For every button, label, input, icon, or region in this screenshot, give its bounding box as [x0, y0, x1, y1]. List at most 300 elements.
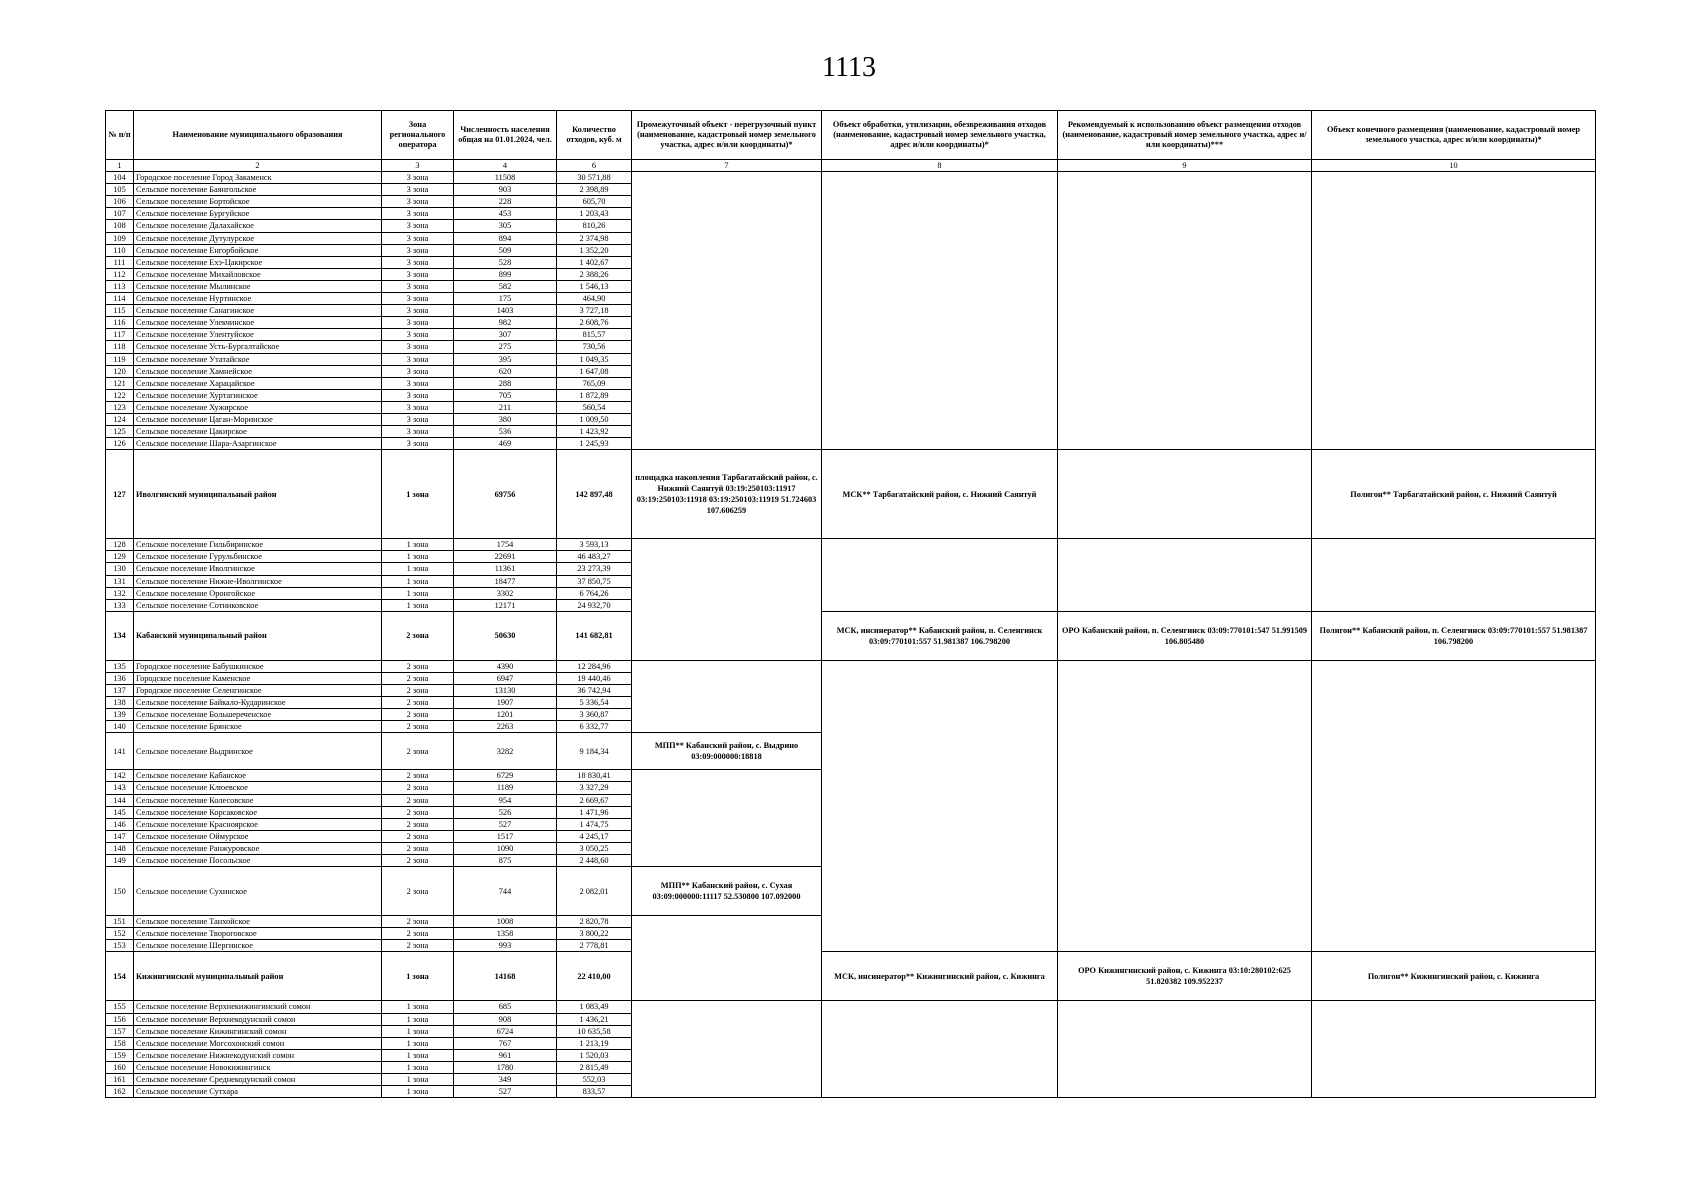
waste-volume-cell: 464,90 [557, 293, 632, 305]
waste-volume-cell: 9 184,34 [557, 733, 632, 770]
municipality-name: Сельское поселение Иволгинское [134, 563, 382, 575]
population-cell: 69756 [454, 450, 557, 539]
municipality-name: Городское поселение Каменское [134, 672, 382, 684]
municipality-name: Сельское поселение Верхнекодунский сомон [134, 1013, 382, 1025]
waste-volume-cell: 1 546,13 [557, 280, 632, 292]
waste-volume-cell: 552,03 [557, 1073, 632, 1085]
row-number: 131 [106, 575, 134, 587]
row-number: 117 [106, 329, 134, 341]
population-cell: 395 [454, 353, 557, 365]
municipality-name: Сельское поселение Ранжуровское [134, 842, 382, 854]
transfer-point-cell: МПП** Кабанский район, с. Выдрино 03:09:000000:18818 [632, 733, 822, 770]
population-cell: 903 [454, 184, 557, 196]
table-row [106, 172, 1596, 184]
recommended-cell: ОРО Кабанский район, п. Селенгинск 03:09:770101:547 51.991509 106.805480 [1058, 611, 1312, 660]
population-cell: 526 [454, 806, 557, 818]
header-processing: Объект обработки, утилизации, обезвреживания отходов (наименование, кадастровый номер земельного участка, адрес и/или координаты)* [822, 111, 1058, 160]
zone-cell: 1 зона [382, 599, 454, 611]
municipality-name: Сельское поселение Байкало-Кударинское [134, 697, 382, 709]
municipality-name: Сельское поселение Дутулурское [134, 232, 382, 244]
waste-volume-cell: 10 635,58 [557, 1025, 632, 1037]
zone-cell: 3 зона [382, 341, 454, 353]
municipality-name: Кабанский муниципальный район [134, 611, 382, 660]
zone-cell: 2 зона [382, 770, 454, 782]
zone-cell: 3 зона [382, 196, 454, 208]
table-row [106, 539, 1596, 551]
population-cell: 6729 [454, 770, 557, 782]
zone-cell: 1 зона [382, 450, 454, 539]
zone-cell: 1 зона [382, 1049, 454, 1061]
waste-volume-cell: 765,09 [557, 377, 632, 389]
waste-volume-cell: 2 388,26 [557, 268, 632, 280]
population-cell: 469 [454, 438, 557, 450]
population-cell: 509 [454, 244, 557, 256]
row-number: 142 [106, 770, 134, 782]
recommended-cell [1058, 1001, 1312, 1098]
population-cell: 1907 [454, 697, 557, 709]
population-cell: 536 [454, 426, 557, 438]
municipality-name: Сельское поселение Гильбиринское [134, 539, 382, 551]
municipality-name: Сельское поселение Хужирское [134, 401, 382, 413]
row-number: 134 [106, 611, 134, 660]
row-number: 152 [106, 928, 134, 940]
row-number: 156 [106, 1013, 134, 1025]
zone-cell: 2 зона [382, 830, 454, 842]
row-number: 110 [106, 244, 134, 256]
zone-cell: 2 зона [382, 733, 454, 770]
waste-volume-cell: 2 398,89 [557, 184, 632, 196]
municipality-name: Сельское поселение Оронгойское [134, 587, 382, 599]
row-number: 118 [106, 341, 134, 353]
header-waste-volume: Количество отходов, куб. м [557, 111, 632, 160]
processing-cell [822, 172, 1058, 450]
column-number: 8 [822, 160, 1058, 172]
population-cell: 705 [454, 389, 557, 401]
population-cell: 2263 [454, 721, 557, 733]
row-number: 105 [106, 184, 134, 196]
row-number: 121 [106, 377, 134, 389]
table-header-row [106, 111, 1596, 160]
municipality-name: Сельское поселение Большереченское [134, 709, 382, 721]
zone-cell: 3 зона [382, 256, 454, 268]
zone-cell: 3 зона [382, 329, 454, 341]
municipality-name: Сельское поселение Нижнекодунский сомон [134, 1049, 382, 1061]
municipality-name: Сельское поселение Нуртинское [134, 293, 382, 305]
zone-cell: 3 зона [382, 413, 454, 425]
zone-cell: 1 зона [382, 952, 454, 1001]
row-number: 109 [106, 232, 134, 244]
waste-volume-cell: 22 410,00 [557, 952, 632, 1001]
waste-volume-cell: 1 436,21 [557, 1013, 632, 1025]
zone-cell: 2 зона [382, 818, 454, 830]
column-number: 2 [134, 160, 382, 172]
zone-cell: 1 зона [382, 1086, 454, 1098]
population-cell: 527 [454, 818, 557, 830]
processing-cell: МСК** Тарбагатайский район, с. Нижний Саянтуй [822, 450, 1058, 539]
column-numbers-row [106, 160, 1596, 172]
population-cell: 1517 [454, 830, 557, 842]
population-cell: 349 [454, 1073, 557, 1085]
municipality-name: Сельское поселение Верхнекижингинский сомон [134, 1001, 382, 1013]
population-cell: 6947 [454, 672, 557, 684]
row-number: 108 [106, 220, 134, 232]
zone-cell: 2 зона [382, 685, 454, 697]
waste-volume-cell: 560,54 [557, 401, 632, 413]
waste-volume-cell: 1 872,89 [557, 389, 632, 401]
recommended-cell [1058, 539, 1312, 612]
table-row [106, 660, 1596, 672]
row-number: 106 [106, 196, 134, 208]
waste-volume-cell: 2 820,78 [557, 916, 632, 928]
row-number: 159 [106, 1049, 134, 1061]
row-number: 127 [106, 450, 134, 539]
recommended-cell: ОРО Кижингинский район, с. Кижинга 03:10:280102:625 51.820382 109.952237 [1058, 952, 1312, 1001]
population-cell: 4390 [454, 660, 557, 672]
population-cell: 899 [454, 268, 557, 280]
municipality-name: Сельское поселение Могсохонский сомон [134, 1037, 382, 1049]
waste-volume-cell: 3 327,29 [557, 782, 632, 794]
waste-volume-cell: 2 815,49 [557, 1061, 632, 1073]
zone-cell: 3 зона [382, 438, 454, 450]
waste-volume-cell: 36 742,94 [557, 685, 632, 697]
population-cell: 307 [454, 329, 557, 341]
waste-facilities-table [105, 110, 1596, 1098]
population-cell: 961 [454, 1049, 557, 1061]
transfer-point-cell [632, 172, 822, 450]
row-number: 135 [106, 660, 134, 672]
recommended-cell [1058, 450, 1312, 539]
row-number: 154 [106, 952, 134, 1001]
zone-cell: 3 зона [382, 244, 454, 256]
waste-volume-cell: 37 850,75 [557, 575, 632, 587]
table-row [106, 952, 1596, 1001]
zone-cell: 3 зона [382, 401, 454, 413]
waste-volume-cell: 23 273,39 [557, 563, 632, 575]
waste-volume-cell: 1 423,92 [557, 426, 632, 438]
row-number: 128 [106, 539, 134, 551]
zone-cell: 1 зона [382, 563, 454, 575]
zone-cell: 1 зона [382, 1073, 454, 1085]
final-disposal-cell [1312, 539, 1596, 612]
final-disposal-cell [1312, 660, 1596, 952]
row-number: 153 [106, 940, 134, 952]
waste-volume-cell: 1 352,20 [557, 244, 632, 256]
waste-volume-cell: 142 897,48 [557, 450, 632, 539]
header-final-disposal: Объект конечного размещения (наименование, кадастровый номер земельного участка, адрес и/или координаты)* [1312, 111, 1596, 160]
municipality-name: Сельское поселение Кабанское [134, 770, 382, 782]
population-cell: 22691 [454, 551, 557, 563]
population-cell: 14168 [454, 952, 557, 1001]
column-number: 7 [632, 160, 822, 172]
row-number: 119 [106, 353, 134, 365]
population-cell: 767 [454, 1037, 557, 1049]
municipality-name: Сельское поселение Танхойское [134, 916, 382, 928]
page-number: 1113 [822, 52, 876, 83]
municipality-name: Сельское поселение Цаган-Моринское [134, 413, 382, 425]
waste-volume-cell: 730,56 [557, 341, 632, 353]
waste-facilities-table-container [105, 110, 1595, 1098]
row-number: 148 [106, 842, 134, 854]
zone-cell: 1 зона [382, 1025, 454, 1037]
waste-volume-cell: 1 402,67 [557, 256, 632, 268]
final-disposal-cell [1312, 172, 1596, 450]
waste-volume-cell: 1 474,75 [557, 818, 632, 830]
column-number: 3 [382, 160, 454, 172]
waste-volume-cell: 12 284,96 [557, 660, 632, 672]
municipality-name: Сельское поселение Шара-Азаргинское [134, 438, 382, 450]
population-cell: 954 [454, 794, 557, 806]
population-cell: 3282 [454, 733, 557, 770]
row-number: 140 [106, 721, 134, 733]
municipality-name: Кижингинский муниципальный район [134, 952, 382, 1001]
population-cell: 908 [454, 1013, 557, 1025]
municipality-name: Сельское поселение Мылинское [134, 280, 382, 292]
processing-cell: МСК, инсинератор** Кабанский район, п. Селенгинск 03:09:770101:557 51.981387 106.798200 [822, 611, 1058, 660]
row-number: 137 [106, 685, 134, 697]
row-number: 151 [106, 916, 134, 928]
processing-cell [822, 660, 1058, 952]
zone-cell: 3 зона [382, 220, 454, 232]
population-cell: 13130 [454, 685, 557, 697]
zone-cell: 1 зона [382, 1037, 454, 1049]
municipality-name: Городское поселение Селенгинское [134, 685, 382, 697]
row-number: 161 [106, 1073, 134, 1085]
zone-cell: 3 зона [382, 293, 454, 305]
row-number: 155 [106, 1001, 134, 1013]
population-cell: 453 [454, 208, 557, 220]
waste-volume-cell: 1 471,96 [557, 806, 632, 818]
header-recommended: Рекомендуемый к использованию объект размещения отходов (наименование, кадастровый номер земельного участка, адрес и/или координаты)*** [1058, 111, 1312, 160]
row-number: 116 [106, 317, 134, 329]
population-cell: 1358 [454, 928, 557, 940]
row-number: 132 [106, 587, 134, 599]
municipality-name: Сельское поселение Среднекодунский сомон [134, 1073, 382, 1085]
transfer-point-cell [632, 916, 822, 1001]
row-number: 122 [106, 389, 134, 401]
municipality-name: Сельское поселение Бортойское [134, 196, 382, 208]
municipality-name: Сельское поселение Хамнейское [134, 365, 382, 377]
zone-cell: 1 зона [382, 1061, 454, 1073]
column-number: 4 [454, 160, 557, 172]
population-cell: 1008 [454, 916, 557, 928]
zone-cell: 3 зона [382, 389, 454, 401]
zone-cell: 1 зона [382, 575, 454, 587]
population-cell: 11361 [454, 563, 557, 575]
municipality-name: Сельское поселение Кижингинский сомон [134, 1025, 382, 1037]
population-cell: 1780 [454, 1061, 557, 1073]
final-disposal-cell: Полигон** Кабанский район, п. Селенгинск 03:09:770101:557 51.981387 106.798200 [1312, 611, 1596, 660]
population-cell: 6724 [454, 1025, 557, 1037]
municipality-name: Сельское поселение Улентуйское [134, 329, 382, 341]
zone-cell: 2 зона [382, 709, 454, 721]
column-number: 1 [106, 160, 134, 172]
waste-volume-cell: 1 520,03 [557, 1049, 632, 1061]
municipality-name: Сельское поселение Хуртагинское [134, 389, 382, 401]
waste-volume-cell: 2 448,60 [557, 855, 632, 867]
municipality-name: Сельское поселение Санагинское [134, 305, 382, 317]
row-number: 111 [106, 256, 134, 268]
row-number: 145 [106, 806, 134, 818]
waste-volume-cell: 3 360,87 [557, 709, 632, 721]
municipality-name: Сельское поселение Шергинское [134, 940, 382, 952]
row-number: 104 [106, 172, 134, 184]
municipality-name: Сельское поселение Нижне-Иволгинское [134, 575, 382, 587]
zone-cell: 1 зона [382, 539, 454, 551]
zone-cell: 2 зона [382, 782, 454, 794]
row-number: 144 [106, 794, 134, 806]
population-cell: 894 [454, 232, 557, 244]
population-cell: 305 [454, 220, 557, 232]
row-number: 139 [106, 709, 134, 721]
waste-volume-cell: 5 336,54 [557, 697, 632, 709]
population-cell: 50630 [454, 611, 557, 660]
municipality-name: Сельское поселение Клюевское [134, 782, 382, 794]
waste-volume-cell: 4 245,17 [557, 830, 632, 842]
table-row [106, 450, 1596, 539]
waste-volume-cell: 2 374,98 [557, 232, 632, 244]
final-disposal-cell: Полигон** Кижингинский район, с. Кижинга [1312, 952, 1596, 1001]
waste-volume-cell: 833,57 [557, 1086, 632, 1098]
row-number: 130 [106, 563, 134, 575]
row-number: 125 [106, 426, 134, 438]
waste-volume-cell: 2 608,76 [557, 317, 632, 329]
header-number: № п/п [106, 111, 134, 160]
zone-cell: 1 зона [382, 551, 454, 563]
row-number: 157 [106, 1025, 134, 1037]
municipality-name: Городское поселение Город Закаменск [134, 172, 382, 184]
waste-volume-cell: 3 800,22 [557, 928, 632, 940]
waste-volume-cell: 24 932,70 [557, 599, 632, 611]
header-zone: Зона регионального оператора [382, 111, 454, 160]
population-cell: 275 [454, 341, 557, 353]
row-number: 138 [106, 697, 134, 709]
municipality-name: Сельское поселение Бургуйское [134, 208, 382, 220]
waste-volume-cell: 46 483,27 [557, 551, 632, 563]
municipality-name: Сельское поселение Ехэ-Цакирское [134, 256, 382, 268]
population-cell: 12171 [454, 599, 557, 611]
zone-cell: 3 зона [382, 184, 454, 196]
zone-cell: 3 зона [382, 268, 454, 280]
zone-cell: 3 зона [382, 232, 454, 244]
population-cell: 1403 [454, 305, 557, 317]
zone-cell: 2 зона [382, 928, 454, 940]
municipality-name: Сельское поселение Далахайское [134, 220, 382, 232]
population-cell: 1189 [454, 782, 557, 794]
recommended-cell [1058, 660, 1312, 952]
processing-cell [822, 1001, 1058, 1098]
population-cell: 175 [454, 293, 557, 305]
waste-volume-cell: 1 647,08 [557, 365, 632, 377]
municipality-name: Сельское поселение Оймурское [134, 830, 382, 842]
row-number: 143 [106, 782, 134, 794]
population-cell: 620 [454, 365, 557, 377]
waste-volume-cell: 1 049,35 [557, 353, 632, 365]
processing-cell [822, 539, 1058, 612]
population-cell: 288 [454, 377, 557, 389]
zone-cell: 2 зона [382, 660, 454, 672]
row-number: 113 [106, 280, 134, 292]
zone-cell: 3 зона [382, 377, 454, 389]
waste-volume-cell: 6 764,26 [557, 587, 632, 599]
waste-volume-cell: 1 009,50 [557, 413, 632, 425]
zone-cell: 2 зона [382, 916, 454, 928]
zone-cell: 1 зона [382, 587, 454, 599]
row-number: 150 [106, 867, 134, 916]
zone-cell: 3 зона [382, 353, 454, 365]
header-transfer-point: Промежуточный объект - перегрузочный пункт (наименование, кадастровый номер земельного участка, адрес и/или координаты)* [632, 111, 822, 160]
municipality-name: Сельское поселение Гурульбинское [134, 551, 382, 563]
processing-cell: МСК, инсинератор** Кижингинский район, с. Кижинга [822, 952, 1058, 1001]
zone-cell: 2 зона [382, 842, 454, 854]
population-cell: 982 [454, 317, 557, 329]
population-cell: 1201 [454, 709, 557, 721]
population-cell: 744 [454, 867, 557, 916]
population-cell: 1090 [454, 842, 557, 854]
municipality-name: Сельское поселение Красноярское [134, 818, 382, 830]
population-cell: 528 [454, 256, 557, 268]
zone-cell: 2 зона [382, 867, 454, 916]
row-number: 133 [106, 599, 134, 611]
waste-volume-cell: 1 203,43 [557, 208, 632, 220]
zone-cell: 2 зона [382, 721, 454, 733]
row-number: 141 [106, 733, 134, 770]
municipality-name: Сельское поселение Корсаковское [134, 806, 382, 818]
municipality-name: Сельское поселение Выдринское [134, 733, 382, 770]
waste-volume-cell: 3 050,25 [557, 842, 632, 854]
municipality-name: Сельское поселение Колесовское [134, 794, 382, 806]
population-cell: 380 [454, 413, 557, 425]
row-number: 149 [106, 855, 134, 867]
header-municipality: Наименование муниципального образования [134, 111, 382, 160]
transfer-point-cell [632, 1001, 822, 1098]
zone-cell: 2 зона [382, 855, 454, 867]
zone-cell: 2 зона [382, 794, 454, 806]
municipality-name: Сельское поселение Сутхара [134, 1086, 382, 1098]
transfer-point-cell: МПП** Кабанский район, с. Сухая 03:09:000000:11117 52.530800 107.092000 [632, 867, 822, 916]
waste-volume-cell: 6 332,77 [557, 721, 632, 733]
waste-volume-cell: 19 440,46 [557, 672, 632, 684]
row-number: 160 [106, 1061, 134, 1073]
municipality-name: Сельское поселение Енгорбойское [134, 244, 382, 256]
municipality-name: Сельское поселение Новокижингинск [134, 1061, 382, 1073]
population-cell: 993 [454, 940, 557, 952]
zone-cell: 1 зона [382, 1013, 454, 1025]
row-number: 136 [106, 672, 134, 684]
waste-volume-cell: 605,70 [557, 196, 632, 208]
waste-volume-cell: 18 830,41 [557, 770, 632, 782]
zone-cell: 2 зона [382, 697, 454, 709]
municipality-name: Иволгинский муниципальный район [134, 450, 382, 539]
zone-cell: 2 зона [382, 611, 454, 660]
population-cell: 3302 [454, 587, 557, 599]
final-disposal-cell: Полигон** Тарбагатайский район, с. Нижний Саянтуй [1312, 450, 1596, 539]
municipality-name: Сельское поселение Сотниковское [134, 599, 382, 611]
table-row [106, 1001, 1596, 1013]
population-cell: 18477 [454, 575, 557, 587]
zone-cell: 3 зона [382, 305, 454, 317]
zone-cell: 2 зона [382, 672, 454, 684]
municipality-name: Сельское поселение Цакирское [134, 426, 382, 438]
waste-volume-cell: 815,57 [557, 329, 632, 341]
municipality-name: Сельское поселение Сухинское [134, 867, 382, 916]
table-body [106, 172, 1596, 1098]
zone-cell: 2 зона [382, 940, 454, 952]
waste-volume-cell: 141 682,81 [557, 611, 632, 660]
waste-volume-cell: 3 593,13 [557, 539, 632, 551]
population-cell: 11508 [454, 172, 557, 184]
population-cell: 875 [454, 855, 557, 867]
row-number: 120 [106, 365, 134, 377]
